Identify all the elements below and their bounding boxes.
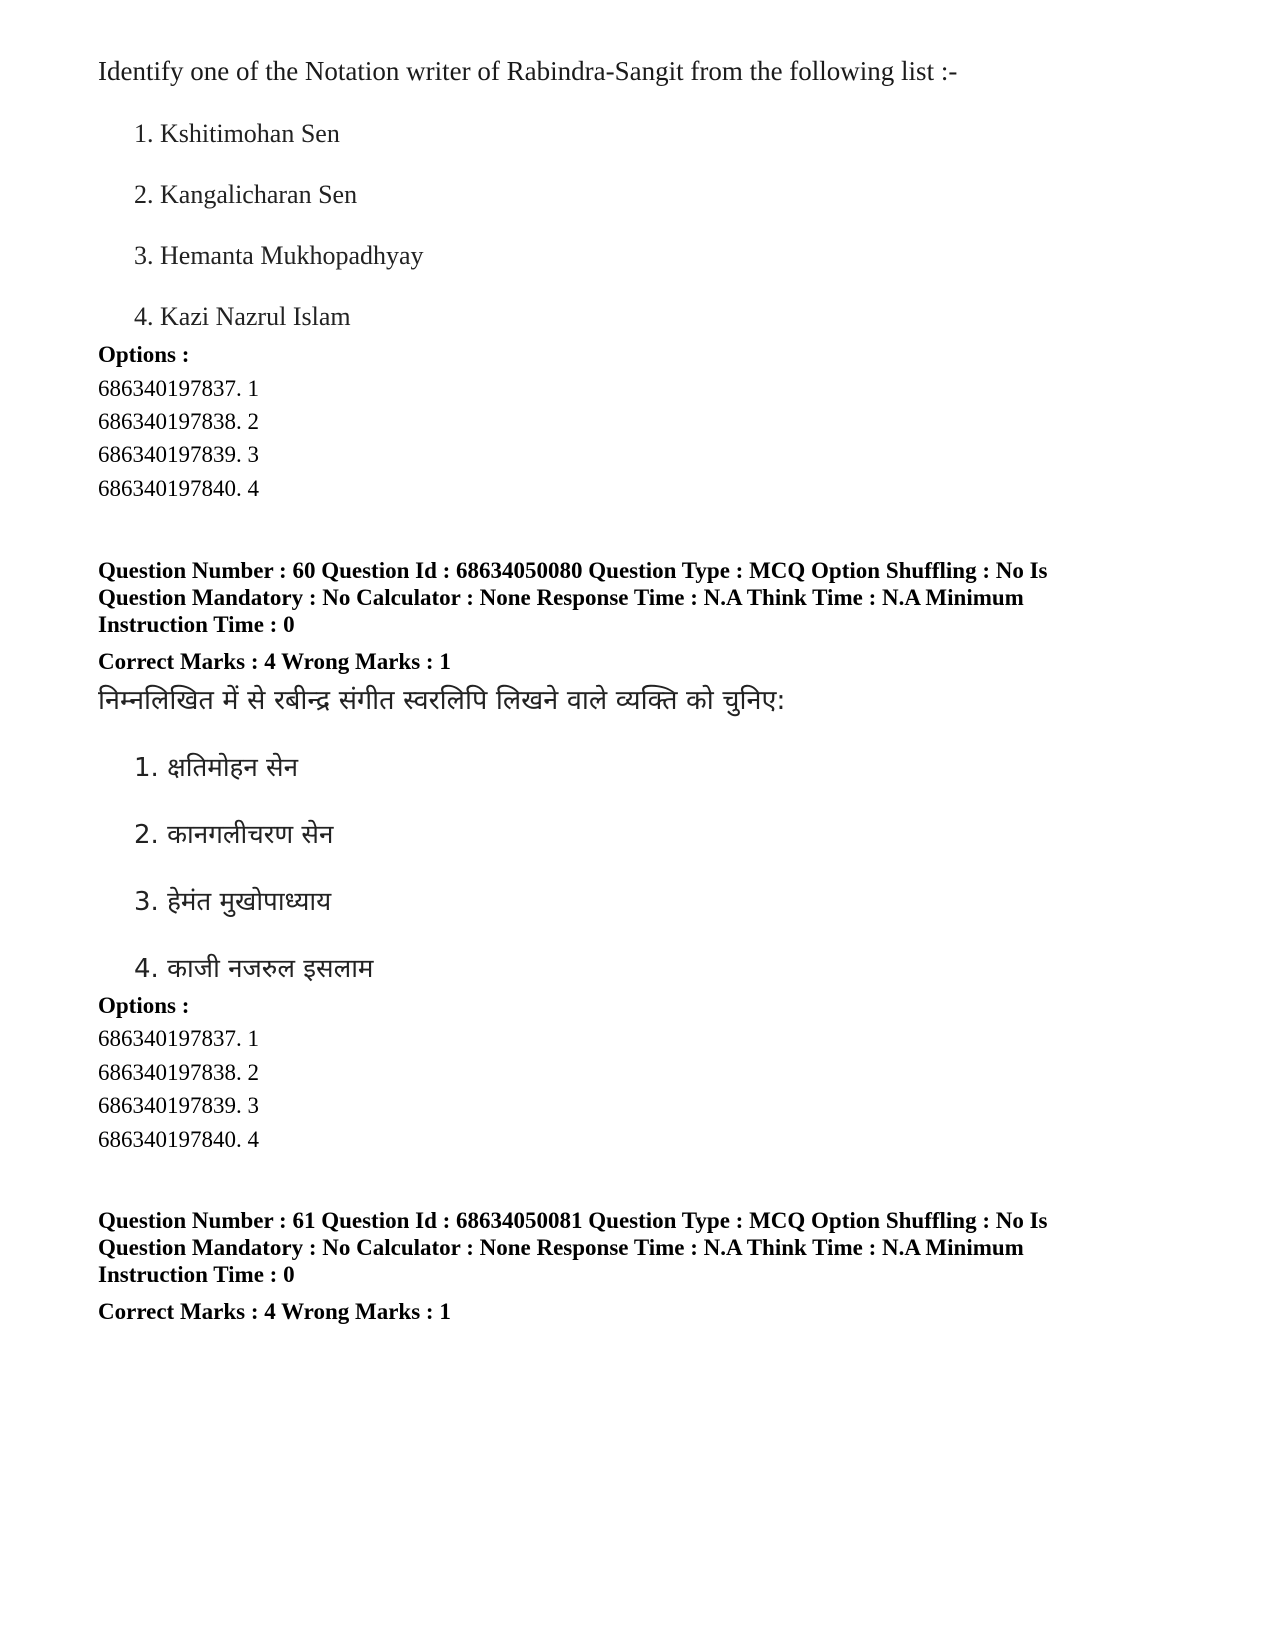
question-meta-line: Question Number : 60 Question Id : 68634050080 Question Type : MCQ Option Shuffling : No Is — [98, 558, 1048, 583]
list-item-1: 1. Kshitimohan Sen — [134, 119, 340, 148]
question-meta-line: Instruction Time : 0 — [98, 1262, 295, 1287]
list-item-2: 2. कानगलीचरण सेन — [134, 820, 334, 850]
option-line: 686340197837. 1 — [98, 376, 259, 401]
question-meta — [98, 1207, 1158, 1288]
option-line: 686340197838. 2 — [98, 409, 259, 434]
question-meta-line: Instruction Time : 0 — [98, 612, 295, 637]
question-meta-line: Question Number : 61 Question Id : 68634050081 Question Type : MCQ Option Shuffling : No Is — [98, 1208, 1048, 1233]
options-label: Options : — [98, 342, 190, 367]
marks-line: Correct Marks : 4 Wrong Marks : 1 — [98, 649, 451, 674]
question-meta-line: Question Mandatory : No Calculator : None Response Time : N.A Think Time : N.A Minimum — [98, 1235, 1024, 1260]
option-line: 686340197839. 3 — [98, 442, 259, 467]
question-meta-line: Question Mandatory : No Calculator : None Response Time : N.A Think Time : N.A Minimum — [98, 585, 1024, 610]
list-item-3: 3. Hemanta Mukhopadhyay — [134, 241, 424, 270]
option-line: 686340197840. 4 — [98, 1127, 259, 1152]
question-text-english: Identify one of the Notation writer of Rabindra-Sangit from the following list :- — [98, 56, 958, 86]
option-line: 686340197838. 2 — [98, 1060, 259, 1085]
option-line: 686340197839. 3 — [98, 1093, 259, 1118]
list-item-2: 2. Kangalicharan Sen — [134, 180, 358, 209]
option-line: 686340197837. 1 — [98, 1026, 259, 1051]
question-text-hindi: निम्नलिखित में से रबीन्द्र संगीत स्वरलिपि लिखने वाले व्यक्ति को चुनिए: — [98, 685, 786, 716]
marks-line: Correct Marks : 4 Wrong Marks : 1 — [98, 1299, 451, 1324]
options-label: Options : — [98, 993, 190, 1018]
list-item-4: 4. काजी नजरुल इसलाम — [134, 954, 374, 984]
list-item-3: 3. हेमंत मुखोपाध्याय — [134, 887, 332, 917]
question-meta — [98, 557, 1158, 638]
list-item-4: 4. Kazi Nazrul Islam — [134, 302, 351, 331]
list-item-1: 1. क्षतिमोहन सेन — [134, 753, 299, 783]
option-line: 686340197840. 4 — [98, 476, 259, 501]
